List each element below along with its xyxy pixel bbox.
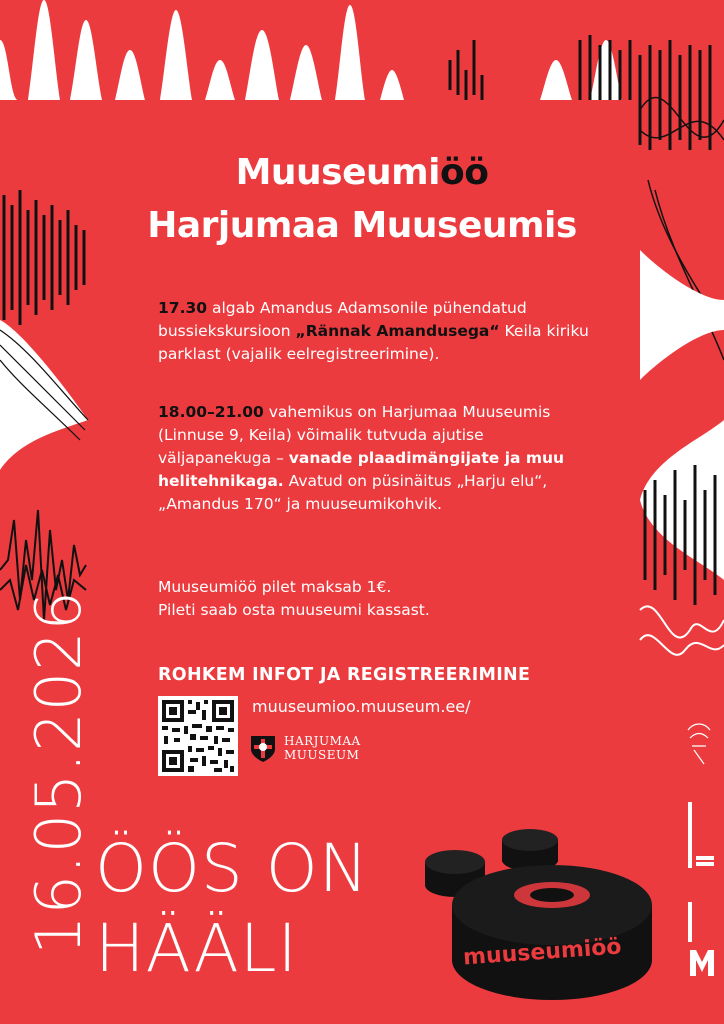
event-subtitle: Harjumaa Muuseumis <box>147 205 577 246</box>
museum-crest-icon <box>248 733 278 763</box>
info-heading: ROHKEM INFOT JA REGISTREERIMINE <box>158 665 531 685</box>
slogan-line-2: HÄÄLI <box>95 910 298 987</box>
sponsor-logo-museum-association-icon <box>686 900 716 980</box>
harjumaa-muuseum-logo: HARJUMAA MUUSEUM <box>248 733 361 763</box>
ticket-paragraph: Muuseumiöö pilet maksab 1€. Pileti saab osta muuseumi kassast. <box>158 578 430 619</box>
qr-code-icon[interactable] <box>158 696 238 776</box>
website-link[interactable]: muuseumioo.muuseum.ee/ <box>252 697 471 716</box>
sponsor-logo-ministry-icon <box>686 800 716 870</box>
muuseumioo-brand-text: muuseumiöö <box>462 934 623 971</box>
excursion-paragraph: 17.30 algab Amandus Adamsonile pühendatud bussiekskursioon „Rännak Amandusega“ Keila kiriku parklast (vajalik eelregistreerimine). <box>158 299 589 363</box>
sponsor-logo-culture-capital-icon <box>684 720 714 780</box>
exhibition-paragraph: 18.00–21.00 vahemikus on Harjumaa Muuseumis (Linnuse 9, Keila) võimalik tutvuda ajutise väljapanekuga – vanade plaadimängijate ja muu helitehnikaga. Avatud on püsinäitus „Harju elu“, „Amandus 170“ ja muuseumikohvik. <box>158 403 565 513</box>
slogan-line-1: ÖÖS ON <box>95 830 370 907</box>
event-date: 16.05.2026 <box>22 590 95 955</box>
event-title: Muuseumiöö <box>235 152 489 193</box>
